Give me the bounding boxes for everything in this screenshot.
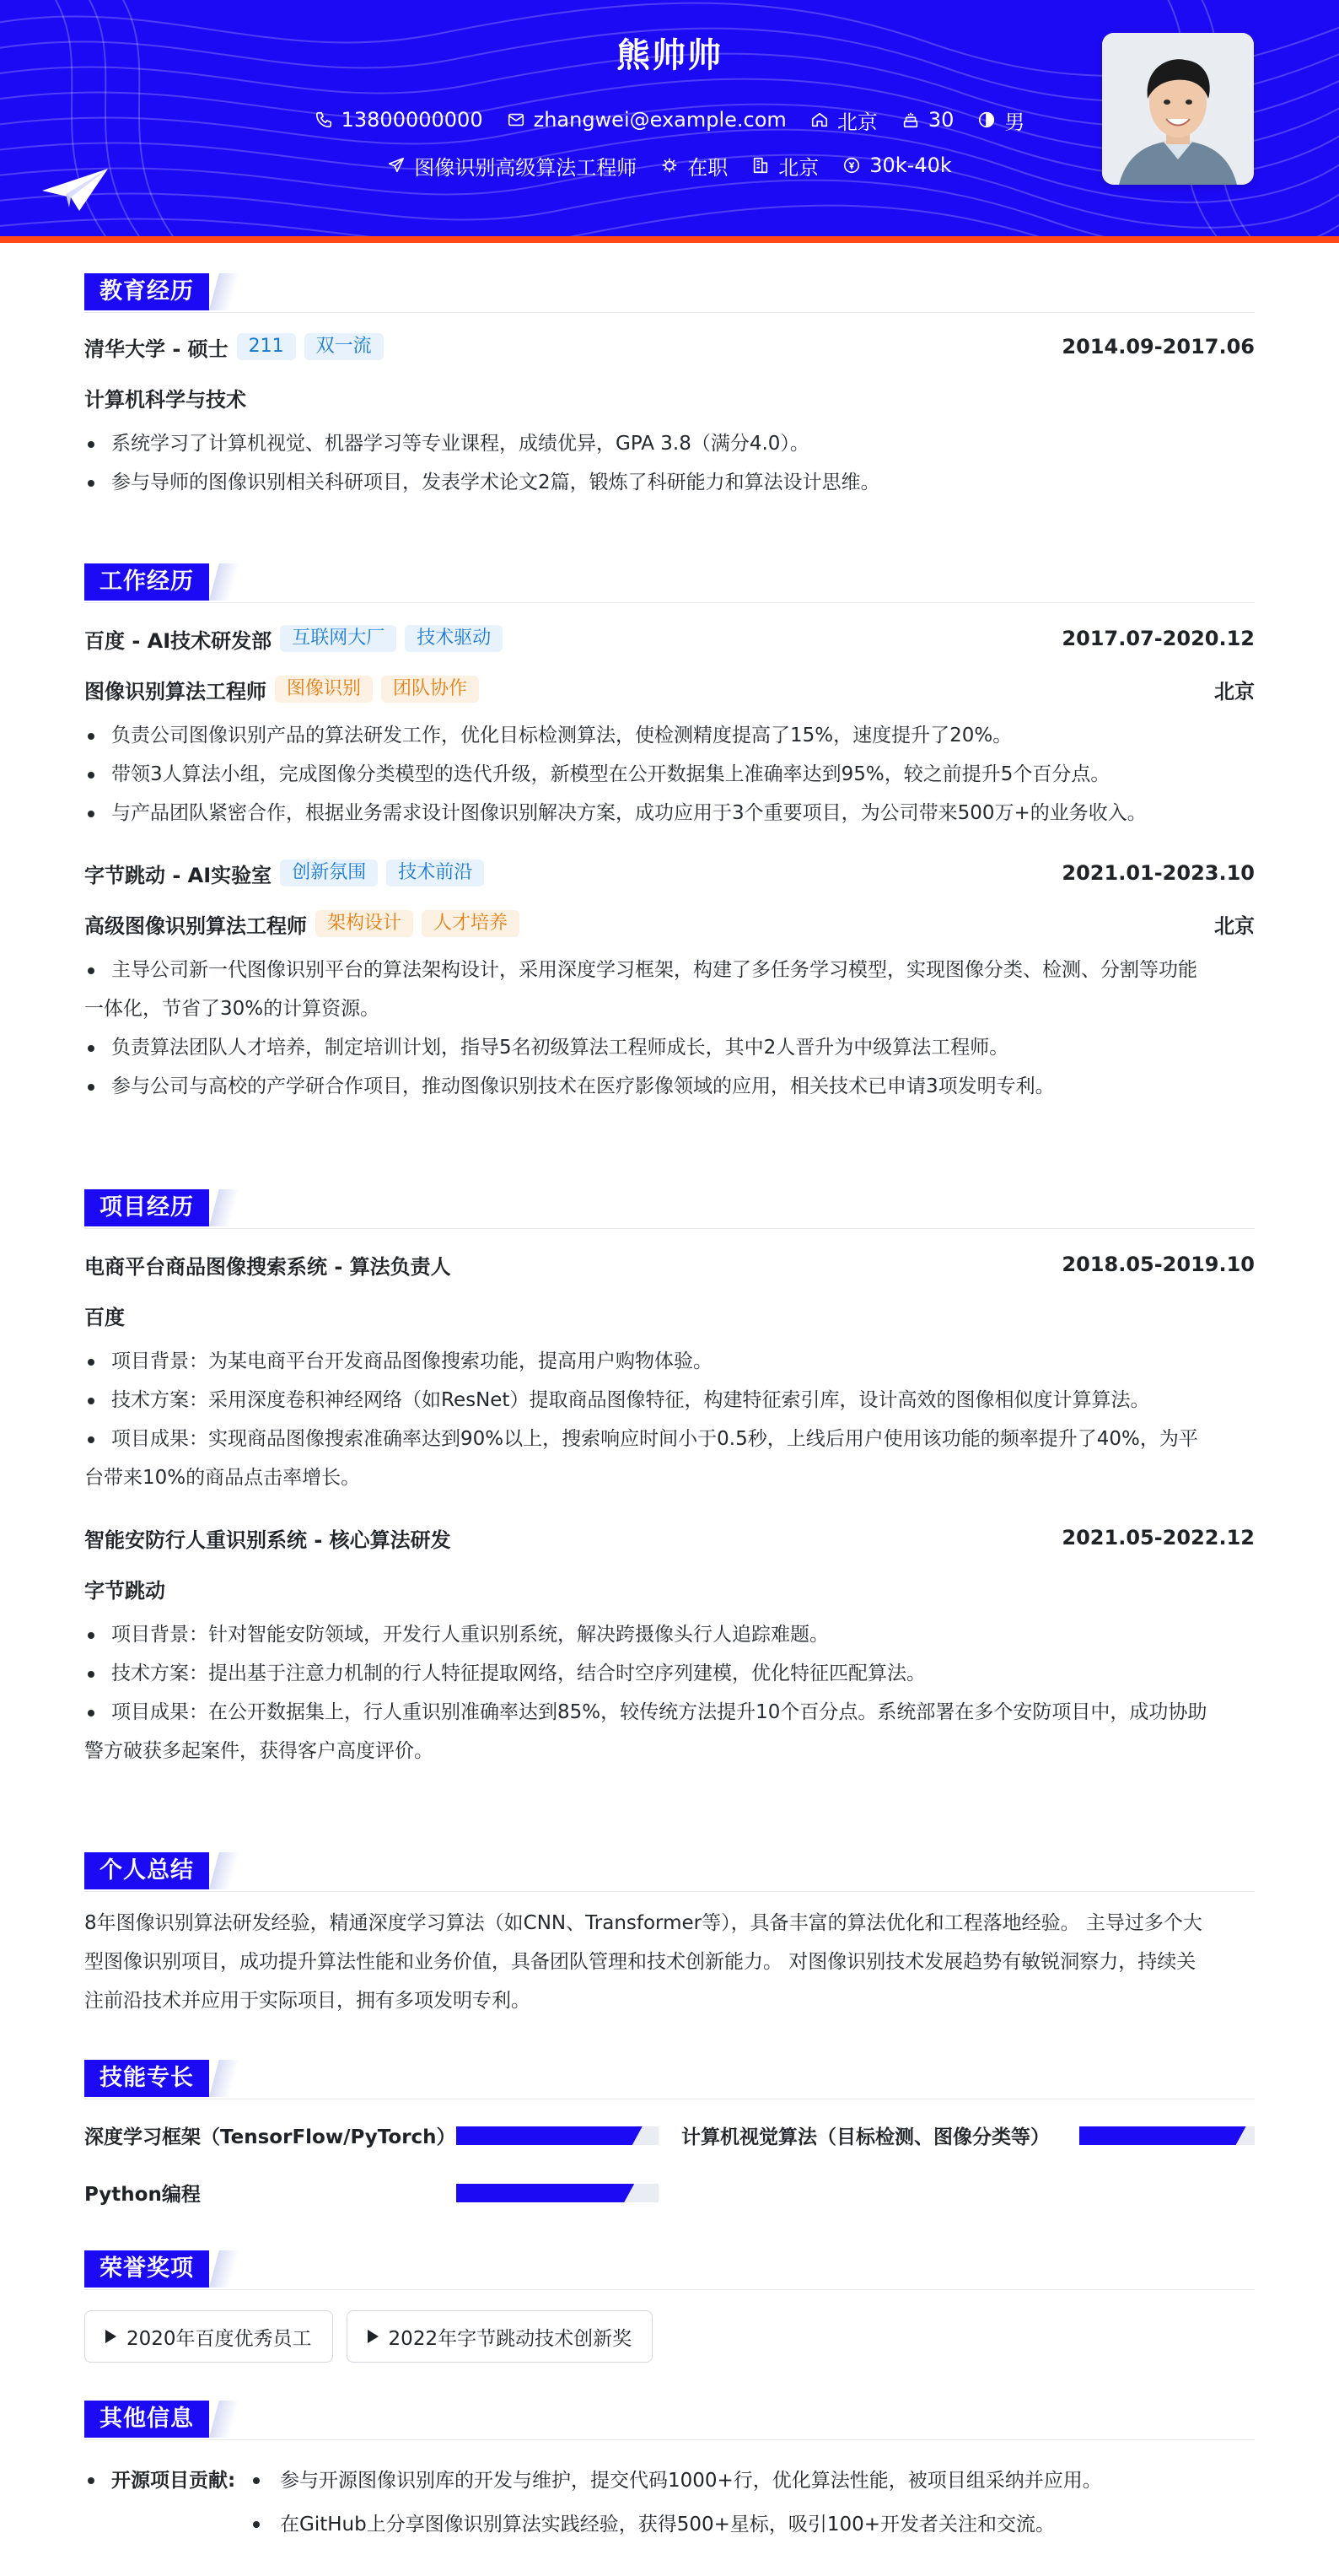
salary-icon bbox=[842, 156, 861, 175]
company-tag: 创新氛围 bbox=[280, 860, 378, 887]
summary-line: 型图像识别项目，成功提升算法性能和业务价值，具备团队管理和技术创新能力。 对图像识别技术发展趋势有敏锐洞察力，持续关 bbox=[84, 1951, 1196, 1973]
section-header bbox=[84, 273, 1255, 313]
section-header bbox=[84, 2401, 1255, 2440]
school-name: 清华大学 - 硕士 bbox=[84, 337, 229, 361]
list-item: 与产品团队紧密合作，根据业务需求设计图像识别解决方案，成功应用于3个重要项目，为公司带来500万+的业务收入。 bbox=[84, 794, 1255, 833]
section-title-tail bbox=[209, 563, 239, 601]
major-name: 计算机科学与技术 bbox=[84, 387, 246, 412]
role-tag: 图像识别 bbox=[275, 676, 373, 703]
project-org: 百度 bbox=[84, 1305, 125, 1329]
company-tag: 技术驱动 bbox=[405, 625, 503, 652]
school-tag: 211 bbox=[237, 333, 296, 360]
job-company-row bbox=[84, 858, 1255, 888]
job-status-text: 在职 bbox=[687, 155, 729, 180]
other-item: 在GitHub上分享图像识别算法实践经验，获得500+星标，吸引100+开发者关注和交流。 bbox=[280, 2514, 1056, 2536]
contact-gender-text: 男 bbox=[1004, 110, 1025, 134]
honors-list bbox=[84, 2290, 1255, 2363]
honor-badge bbox=[347, 2310, 653, 2363]
target-position bbox=[387, 151, 637, 181]
project-org: 字节跳动 bbox=[84, 1578, 165, 1603]
skill-bar bbox=[456, 2126, 659, 2145]
projects-section bbox=[84, 1189, 1255, 1770]
project-bullets bbox=[84, 1342, 1255, 1497]
list-item: 项目背景：为某电商平台开发商品图像搜索功能，提高用户购物体验。 bbox=[84, 1342, 1255, 1381]
list-item: 项目成果：在公开数据集上，行人重识别准确率达到85%，较传统方法提升10个百分点。系统部署在多个安防项目中，成功协助 bbox=[84, 1693, 1255, 1732]
target-city bbox=[751, 151, 819, 181]
role-name: 高级图像识别算法工程师 bbox=[84, 913, 307, 938]
status-icon bbox=[660, 156, 679, 175]
job-bullets bbox=[84, 951, 1255, 1106]
honor-badge bbox=[84, 2310, 333, 2363]
section-title: 其他信息 bbox=[84, 2401, 209, 2438]
job-location: 北京 bbox=[1214, 679, 1255, 703]
other-section bbox=[84, 2401, 1255, 2546]
honor-label: 2020年百度优秀员工 bbox=[126, 2327, 312, 2350]
skill-bar bbox=[1079, 2126, 1255, 2145]
company-tag: 互联网大厂 bbox=[280, 625, 396, 652]
project-org-row bbox=[84, 1573, 1255, 1603]
summary-section bbox=[84, 1852, 1255, 2020]
skill-grid bbox=[84, 2099, 1255, 2218]
play-triangle-icon bbox=[368, 2330, 379, 2343]
section-header bbox=[84, 2060, 1255, 2099]
job-entry bbox=[84, 623, 1255, 833]
skill-bar bbox=[456, 2184, 659, 2202]
gender-icon bbox=[977, 110, 996, 129]
section-title: 工作经历 bbox=[84, 563, 209, 601]
section-title-tail bbox=[209, 2401, 239, 2438]
avatar bbox=[1102, 33, 1254, 185]
section-title-tail bbox=[209, 1189, 239, 1226]
job-role-row bbox=[84, 674, 1255, 704]
list-item: 参与导师的图像识别相关科研项目，发表学术论文2篇，锻炼了科研能力和算法设计思维。 bbox=[84, 463, 1255, 502]
project-entry bbox=[84, 1522, 1255, 1770]
job-role-row bbox=[84, 908, 1255, 939]
section-title: 项目经历 bbox=[84, 1189, 209, 1226]
contact-email[interactable] bbox=[507, 108, 787, 132]
skill-item bbox=[681, 2120, 1050, 2150]
building-icon bbox=[751, 156, 770, 175]
major-row bbox=[84, 382, 1255, 412]
section-title: 个人总结 bbox=[84, 1852, 209, 1889]
project-name: 智能安防行人重识别系统 - 核心算法研发 bbox=[84, 1528, 451, 1552]
contact-age bbox=[901, 108, 955, 132]
job-date: 2017.07-2020.12 bbox=[1062, 627, 1255, 650]
honors-section bbox=[84, 2250, 1255, 2363]
other-row bbox=[84, 2459, 1255, 2503]
home-icon bbox=[810, 110, 829, 129]
avatar-photo bbox=[1102, 33, 1254, 185]
list-item: 技术方案：提出基于注意力机制的行人特征提取网络，结合时空序列建模，优化特征匹配算法。 bbox=[84, 1654, 1255, 1693]
section-header bbox=[84, 1852, 1255, 1892]
expected-salary-text: 30k-40k bbox=[869, 154, 952, 177]
education-date: 2014.09-2017.06 bbox=[1062, 335, 1255, 358]
project-title-row bbox=[84, 1522, 1255, 1553]
role-tag: 架构设计 bbox=[315, 910, 413, 937]
role-tag: 人才培养 bbox=[422, 910, 519, 937]
mail-icon bbox=[507, 110, 525, 129]
candidate-name: 熊帅帅 bbox=[616, 36, 723, 75]
skill-bar-fill bbox=[456, 2184, 634, 2202]
list-item: 参与公司与高校的产学研合作项目，推动图像识别技术在医疗影像领域的应用，相关技术已申请3项发明专利。 bbox=[84, 1067, 1255, 1106]
education-entry-header bbox=[84, 331, 1255, 362]
section-title-tail bbox=[209, 2060, 239, 2097]
section-title-tail bbox=[209, 1852, 239, 1889]
company-name: 字节跳动 - AI实验室 bbox=[84, 863, 272, 887]
section-header bbox=[84, 1189, 1255, 1229]
project-org-row bbox=[84, 1300, 1255, 1330]
job-status bbox=[660, 151, 728, 181]
honor-label: 2022年字节跳动技术创新奖 bbox=[388, 2327, 632, 2350]
section-title-tail bbox=[209, 2250, 239, 2288]
company-name: 百度 - AI技术研发部 bbox=[84, 628, 272, 653]
list-item: 系统学习了计算机视觉、机器学习等专业课程，成绩优异，GPA 3.8（满分4.0）。 bbox=[84, 424, 1255, 463]
target-city-text: 北京 bbox=[778, 155, 820, 180]
skill-item bbox=[84, 2177, 201, 2207]
other-item: 参与开源图像识别库的开发与维护，提交代码1000+行，优化算法性能，被项目组采纳并应用。 bbox=[280, 2470, 1102, 2492]
education-bullets bbox=[84, 424, 1255, 502]
bullet-dot bbox=[253, 2521, 260, 2528]
skill-bar-fill bbox=[456, 2126, 643, 2145]
bullet-dot bbox=[88, 2477, 94, 2484]
list-item-continuation: 警方破获多起案件，获得客户高度评价。 bbox=[84, 1740, 433, 1762]
role-tag: 团队协作 bbox=[381, 676, 479, 703]
company-tag: 技术前沿 bbox=[386, 860, 484, 887]
list-item-continuation: 台带来10%的商品点击率增长。 bbox=[84, 1467, 361, 1489]
contact-phone-text: 13800000000 bbox=[341, 108, 483, 132]
role-name: 图像识别算法工程师 bbox=[84, 679, 266, 703]
contact-email-text: zhangwei@example.com bbox=[533, 108, 787, 132]
list-item: 负责公司图像识别产品的算法研发工作，优化目标检测算法，使检测精度提高了15%，速度提升了20%。 bbox=[84, 716, 1255, 755]
list-item: 项目成果：实现商品图像搜索准确率达到90%以上，搜索响应时间小于0.5秒，上线后用户使用该功能的频率提升了40%，为平 bbox=[84, 1420, 1255, 1458]
list-item: 带领3人算法小组，完成图像分类模型的迭代升级，新模型在公开数据集上准确率达到95%，较之前提升5个百分点。 bbox=[84, 755, 1255, 794]
contact-age-text: 30 bbox=[928, 108, 955, 132]
contact-row-secondary bbox=[211, 148, 1128, 182]
list-item: 主导公司新一代图像识别平台的算法架构设计，采用深度学习框架，构建了多任务学习模型，实现图像分类、检测、分割等功能 bbox=[84, 951, 1255, 989]
send-icon bbox=[387, 156, 406, 175]
project-bullets bbox=[84, 1615, 1255, 1770]
section-title: 教育经历 bbox=[84, 273, 209, 310]
job-location: 北京 bbox=[1214, 913, 1255, 938]
other-label: 开源项目贡献: bbox=[111, 2470, 236, 2492]
contact-row-primary bbox=[211, 103, 1128, 137]
job-bullets bbox=[84, 716, 1255, 833]
phone-icon bbox=[315, 110, 333, 129]
job-date: 2021.01-2023.10 bbox=[1062, 861, 1255, 885]
section-title-tail bbox=[209, 273, 239, 310]
section-header bbox=[84, 2250, 1255, 2290]
resume-header bbox=[0, 0, 1339, 236]
work-section bbox=[84, 563, 1255, 1106]
list-item: 项目背景：针对智能安防领域，开发行人重识别系统，解决跨摄像头行人追踪难题。 bbox=[84, 1615, 1255, 1654]
list-item: 负责算法团队人才培养，制定培训计划，指导5名初级算法工程师成长，其中2人晋升为中级算法工程师。 bbox=[84, 1028, 1255, 1067]
job-entry bbox=[84, 858, 1255, 1106]
contact-city bbox=[810, 105, 878, 135]
school-tag: 双一流 bbox=[304, 333, 384, 360]
skills-section bbox=[84, 2060, 1255, 2218]
list-item: 技术方案：采用深度卷积神经网络（如ResNet）提取商品图像特征，构建特征索引库，设计高效的图像相似度计算算法。 bbox=[84, 1381, 1255, 1420]
project-date: 2021.05-2022.12 bbox=[1062, 1526, 1255, 1549]
project-title-row bbox=[84, 1249, 1255, 1280]
play-triangle-icon bbox=[105, 2330, 116, 2343]
skill-bar-fill bbox=[1079, 2126, 1246, 2145]
list-item-continuation: 一体化，节省了30%的计算资源。 bbox=[84, 998, 380, 1020]
contact-phone[interactable] bbox=[315, 108, 483, 132]
contact-gender bbox=[977, 105, 1024, 135]
project-entry bbox=[84, 1249, 1255, 1497]
section-title: 技能专长 bbox=[84, 2060, 209, 2097]
skill-name: 深度学习框架（TensorFlow/PyTorch） bbox=[84, 2126, 456, 2148]
job-company-row bbox=[84, 623, 1255, 654]
other-row bbox=[84, 2503, 1255, 2546]
expected-salary bbox=[842, 154, 952, 177]
age-icon bbox=[901, 110, 920, 129]
section-header bbox=[84, 563, 1255, 603]
project-date: 2018.05-2019.10 bbox=[1062, 1253, 1255, 1276]
skill-name: 计算机视觉算法（目标检测、图像分类等） bbox=[681, 2126, 1050, 2148]
skill-item bbox=[84, 2120, 456, 2150]
skill-name: Python编程 bbox=[84, 2183, 201, 2206]
target-position-text: 图像识别高级算法工程师 bbox=[414, 155, 637, 180]
bullet-dot bbox=[253, 2477, 260, 2484]
paper-plane-icon bbox=[40, 165, 110, 214]
summary-line: 8年图像识别算法研发经验，精通深度学习算法（如CNN、Transformer等），具备丰富的算法优化和工程落地经验。 主导过多个大 bbox=[84, 1912, 1202, 1934]
contact-city-text: 北京 bbox=[836, 110, 878, 134]
project-name: 电商平台商品图像搜索系统 - 算法负责人 bbox=[84, 1254, 451, 1279]
section-title: 荣誉奖项 bbox=[84, 2250, 209, 2288]
summary-line: 注前沿技术并应用于实际项目，拥有多项发明专利。 bbox=[84, 1990, 530, 2012]
header-accent-stripe bbox=[0, 236, 1339, 243]
education-section bbox=[84, 273, 1255, 502]
